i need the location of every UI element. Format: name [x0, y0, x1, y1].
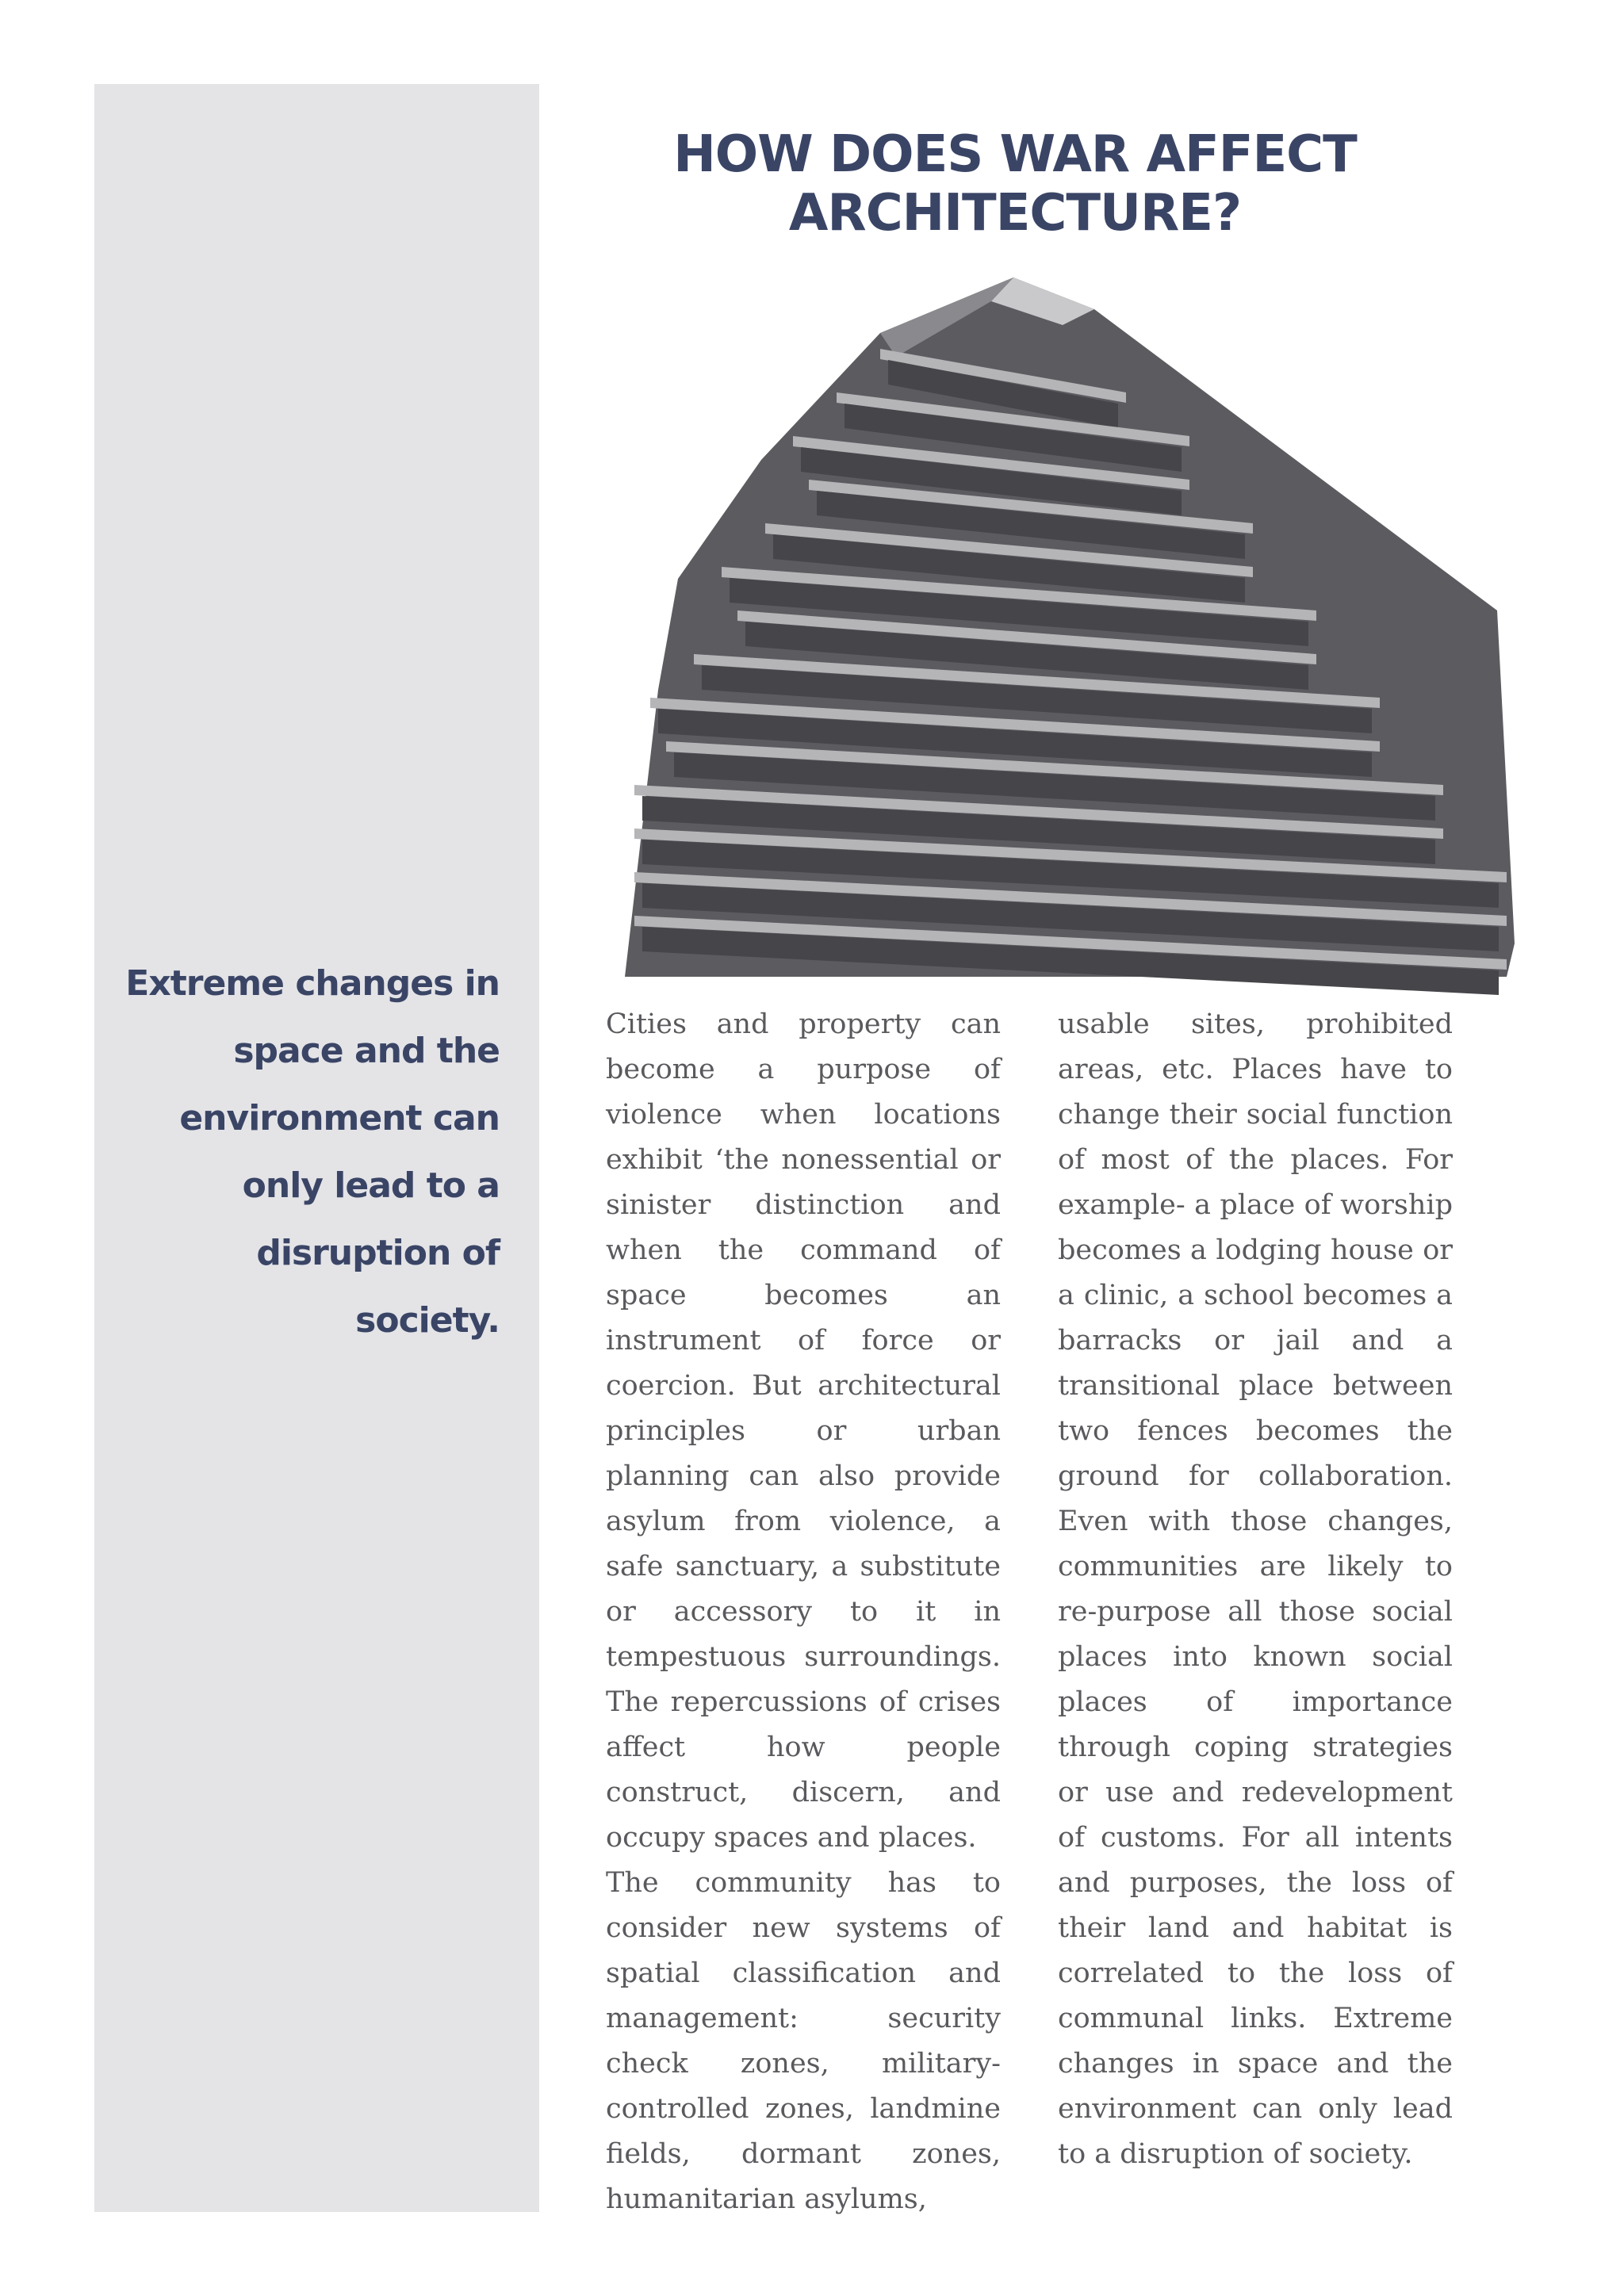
page-title: HOW DOES WAR AFFECT ARCHITECTURE? — [673, 125, 1357, 243]
body-paragraph: The community has to consider new systems of spatial classification and management: security check zones, military-controlled zones, landmine fields, dormant zones, humanitarian asylums, — [606, 1867, 1001, 2215]
building-photo — [619, 277, 1522, 977]
body-column-left — [606, 1002, 1001, 2223]
body-paragraph: Cities and property can become a purpose of violence when locations exhibit ‘the nonessential or sinister distinction and when the command of space becomes an instrument of force or coercion. But architectural principles or urban planning can also provide asylum from violence, a safe sanctuary, a substitute or accessory to it in tempestuous surroundings. The repercussions of crises affect how people construct, discern, and occupy spaces and places. — [606, 1008, 1001, 1854]
body-column-right — [1058, 1002, 1453, 2170]
body-paragraph: usable sites, prohibited areas, etc. Places have to change their social function of most of the places. For example- a place of worship becomes a lodging house or a clinic, a school becomes a barracks or jail and a transitional place between two fences becomes the ground for collaboration. Even with those changes, communities are likely to re-purpose all those social places into known social places of importance through coping strategies or use and redevelopment of customs. For all intents and purposes, the loss of their land and habitat is correlated to the loss of communal links. Extreme changes in space and the environment can only lead to a disruption of society. — [1058, 1008, 1453, 2170]
pull-quote: Extreme changes in space and the environment can only lead to a disruption of society. — [125, 963, 500, 1341]
